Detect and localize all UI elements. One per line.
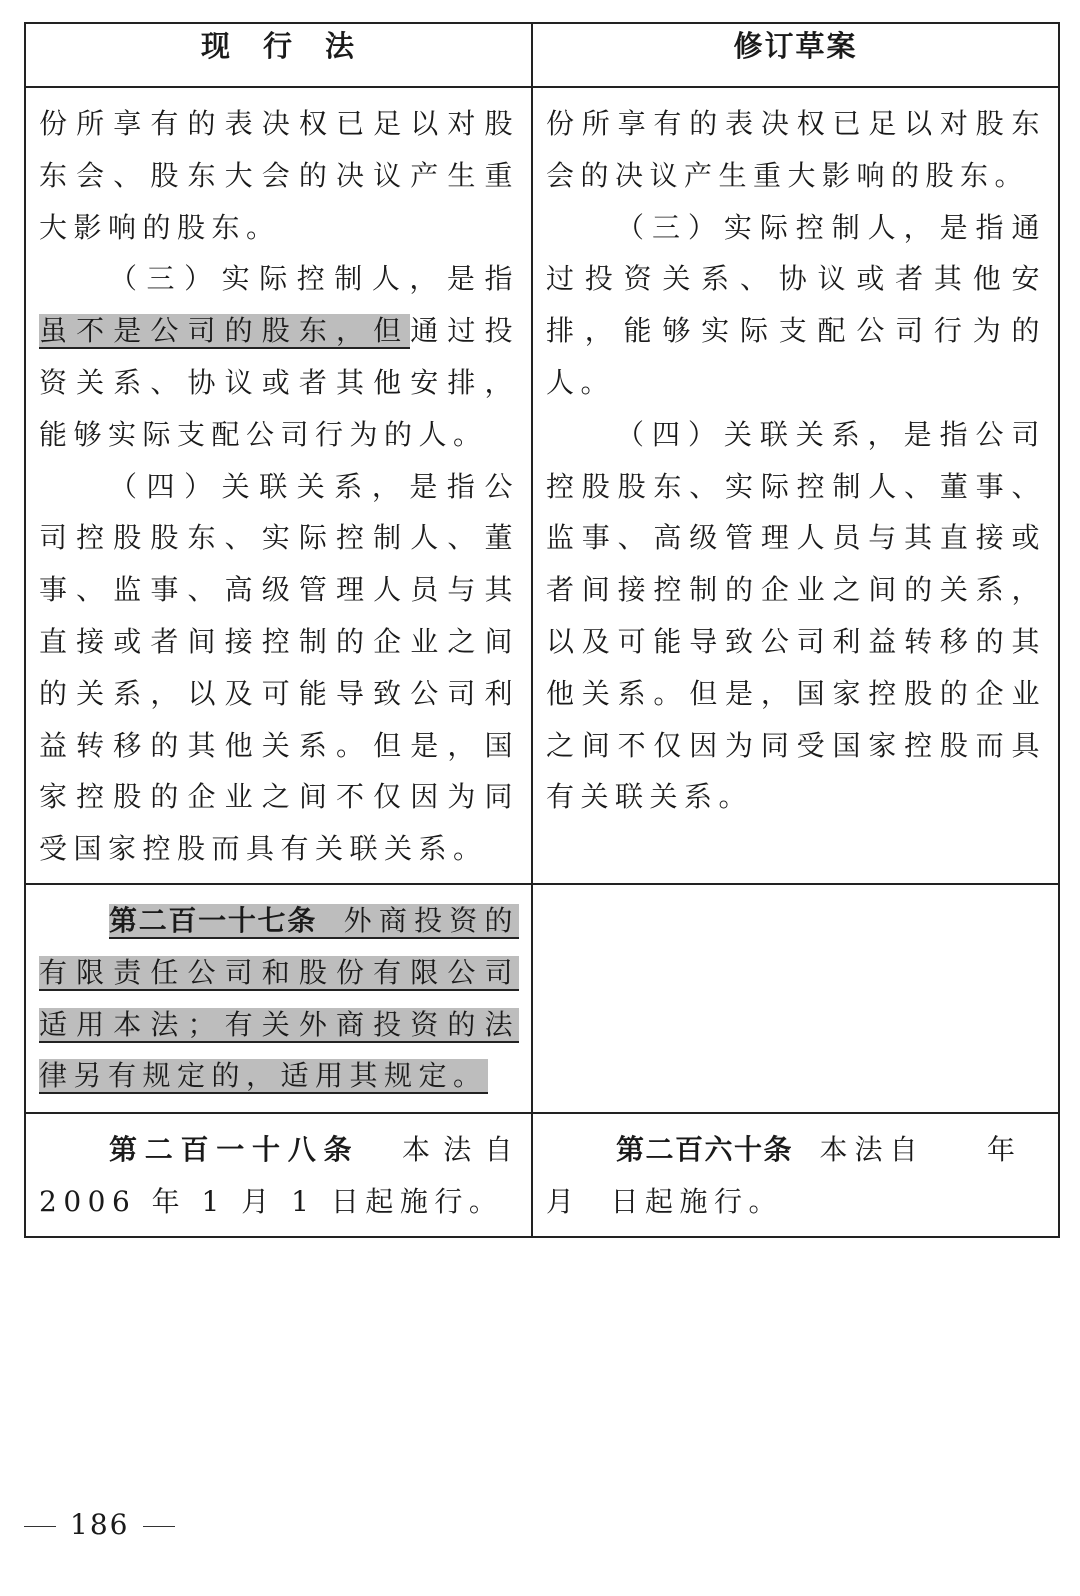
current-law-cell xyxy=(25,87,532,884)
current-law-cell xyxy=(25,1113,532,1237)
paragraph: （三）实际控制人，是指通过投资关系、协议或者其他安排，能够实际支配公司行为的人。 xyxy=(546,210,1046,399)
paragraph xyxy=(39,253,519,460)
article-text: 日起施行。 xyxy=(610,1184,784,1218)
table-row xyxy=(25,87,1059,884)
paragraph xyxy=(39,895,519,1102)
paragraph xyxy=(39,1124,519,1228)
draft-cell-empty xyxy=(532,884,1059,1113)
article-text: 本法自 xyxy=(818,1133,925,1166)
article-number: 第二百一十八条 xyxy=(109,1133,360,1166)
draft-cell xyxy=(532,1113,1059,1237)
article-text: 月 xyxy=(546,1184,581,1218)
comparison-table xyxy=(24,22,1060,1238)
paragraph: （四）关联关系，是指公司控股股东、实际控制人、董事、监事、高级管理人员与其直接或者间接控制的企业之间的关系，以及可能导致公司利益转移的其他关系。但是，国家控股的企业之间不仅因为同受国家控股而具有关联关系。 xyxy=(546,417,1046,814)
table-row xyxy=(25,1113,1059,1237)
header-row xyxy=(25,23,1059,87)
header-draft: 修订草案 xyxy=(532,23,1059,87)
paragraph-text: （三）实际控制人，是指 xyxy=(109,262,519,296)
article-number: 第二百六十条 xyxy=(616,1133,793,1166)
draft-cell xyxy=(532,87,1059,884)
deleted-text-highlight: 虽不是公司的股东，但 xyxy=(39,314,411,348)
current-law-cell xyxy=(25,884,532,1113)
table-row xyxy=(25,884,1059,1113)
article-text: 年 xyxy=(986,1133,1022,1166)
paragraph-text: 通过投资关系、协议或者其他安排，能够实际支配公司行为的人。 xyxy=(39,314,519,451)
deleted-text-highlight xyxy=(39,904,519,1094)
article-number: 第二百一十七条 xyxy=(109,904,317,937)
header-current-law: 现 行 法 xyxy=(25,23,532,87)
paragraph: 份所享有的表决权已足以对股东会的决议产生重大影响的股东。 xyxy=(546,107,1046,192)
paragraph xyxy=(546,1124,1046,1228)
paragraph: 份所享有的表决权已足以对股东会、股东大会的决议产生重大影响的股东。 xyxy=(39,107,519,244)
article-text: 外商投资的有限责任公司和股份有限公司适用本法；有关外商投资的法律另有规定的，适用其规定。 xyxy=(39,904,519,1093)
page-number: 186 xyxy=(0,1508,200,1541)
paragraph: （四）关联关系，是指公司控股股东、实际控制人、董事、监事、高级管理人员与其直接或者间接控制的企业之间的关系，以及可能导致公司利益转移的其他关系。但是，国家控股的企业之间不仅因为同受国家控股而具有关联关系。 xyxy=(39,469,519,866)
article-text: 本法自2006 年 1 月 1 日起施行。 xyxy=(39,1133,519,1218)
